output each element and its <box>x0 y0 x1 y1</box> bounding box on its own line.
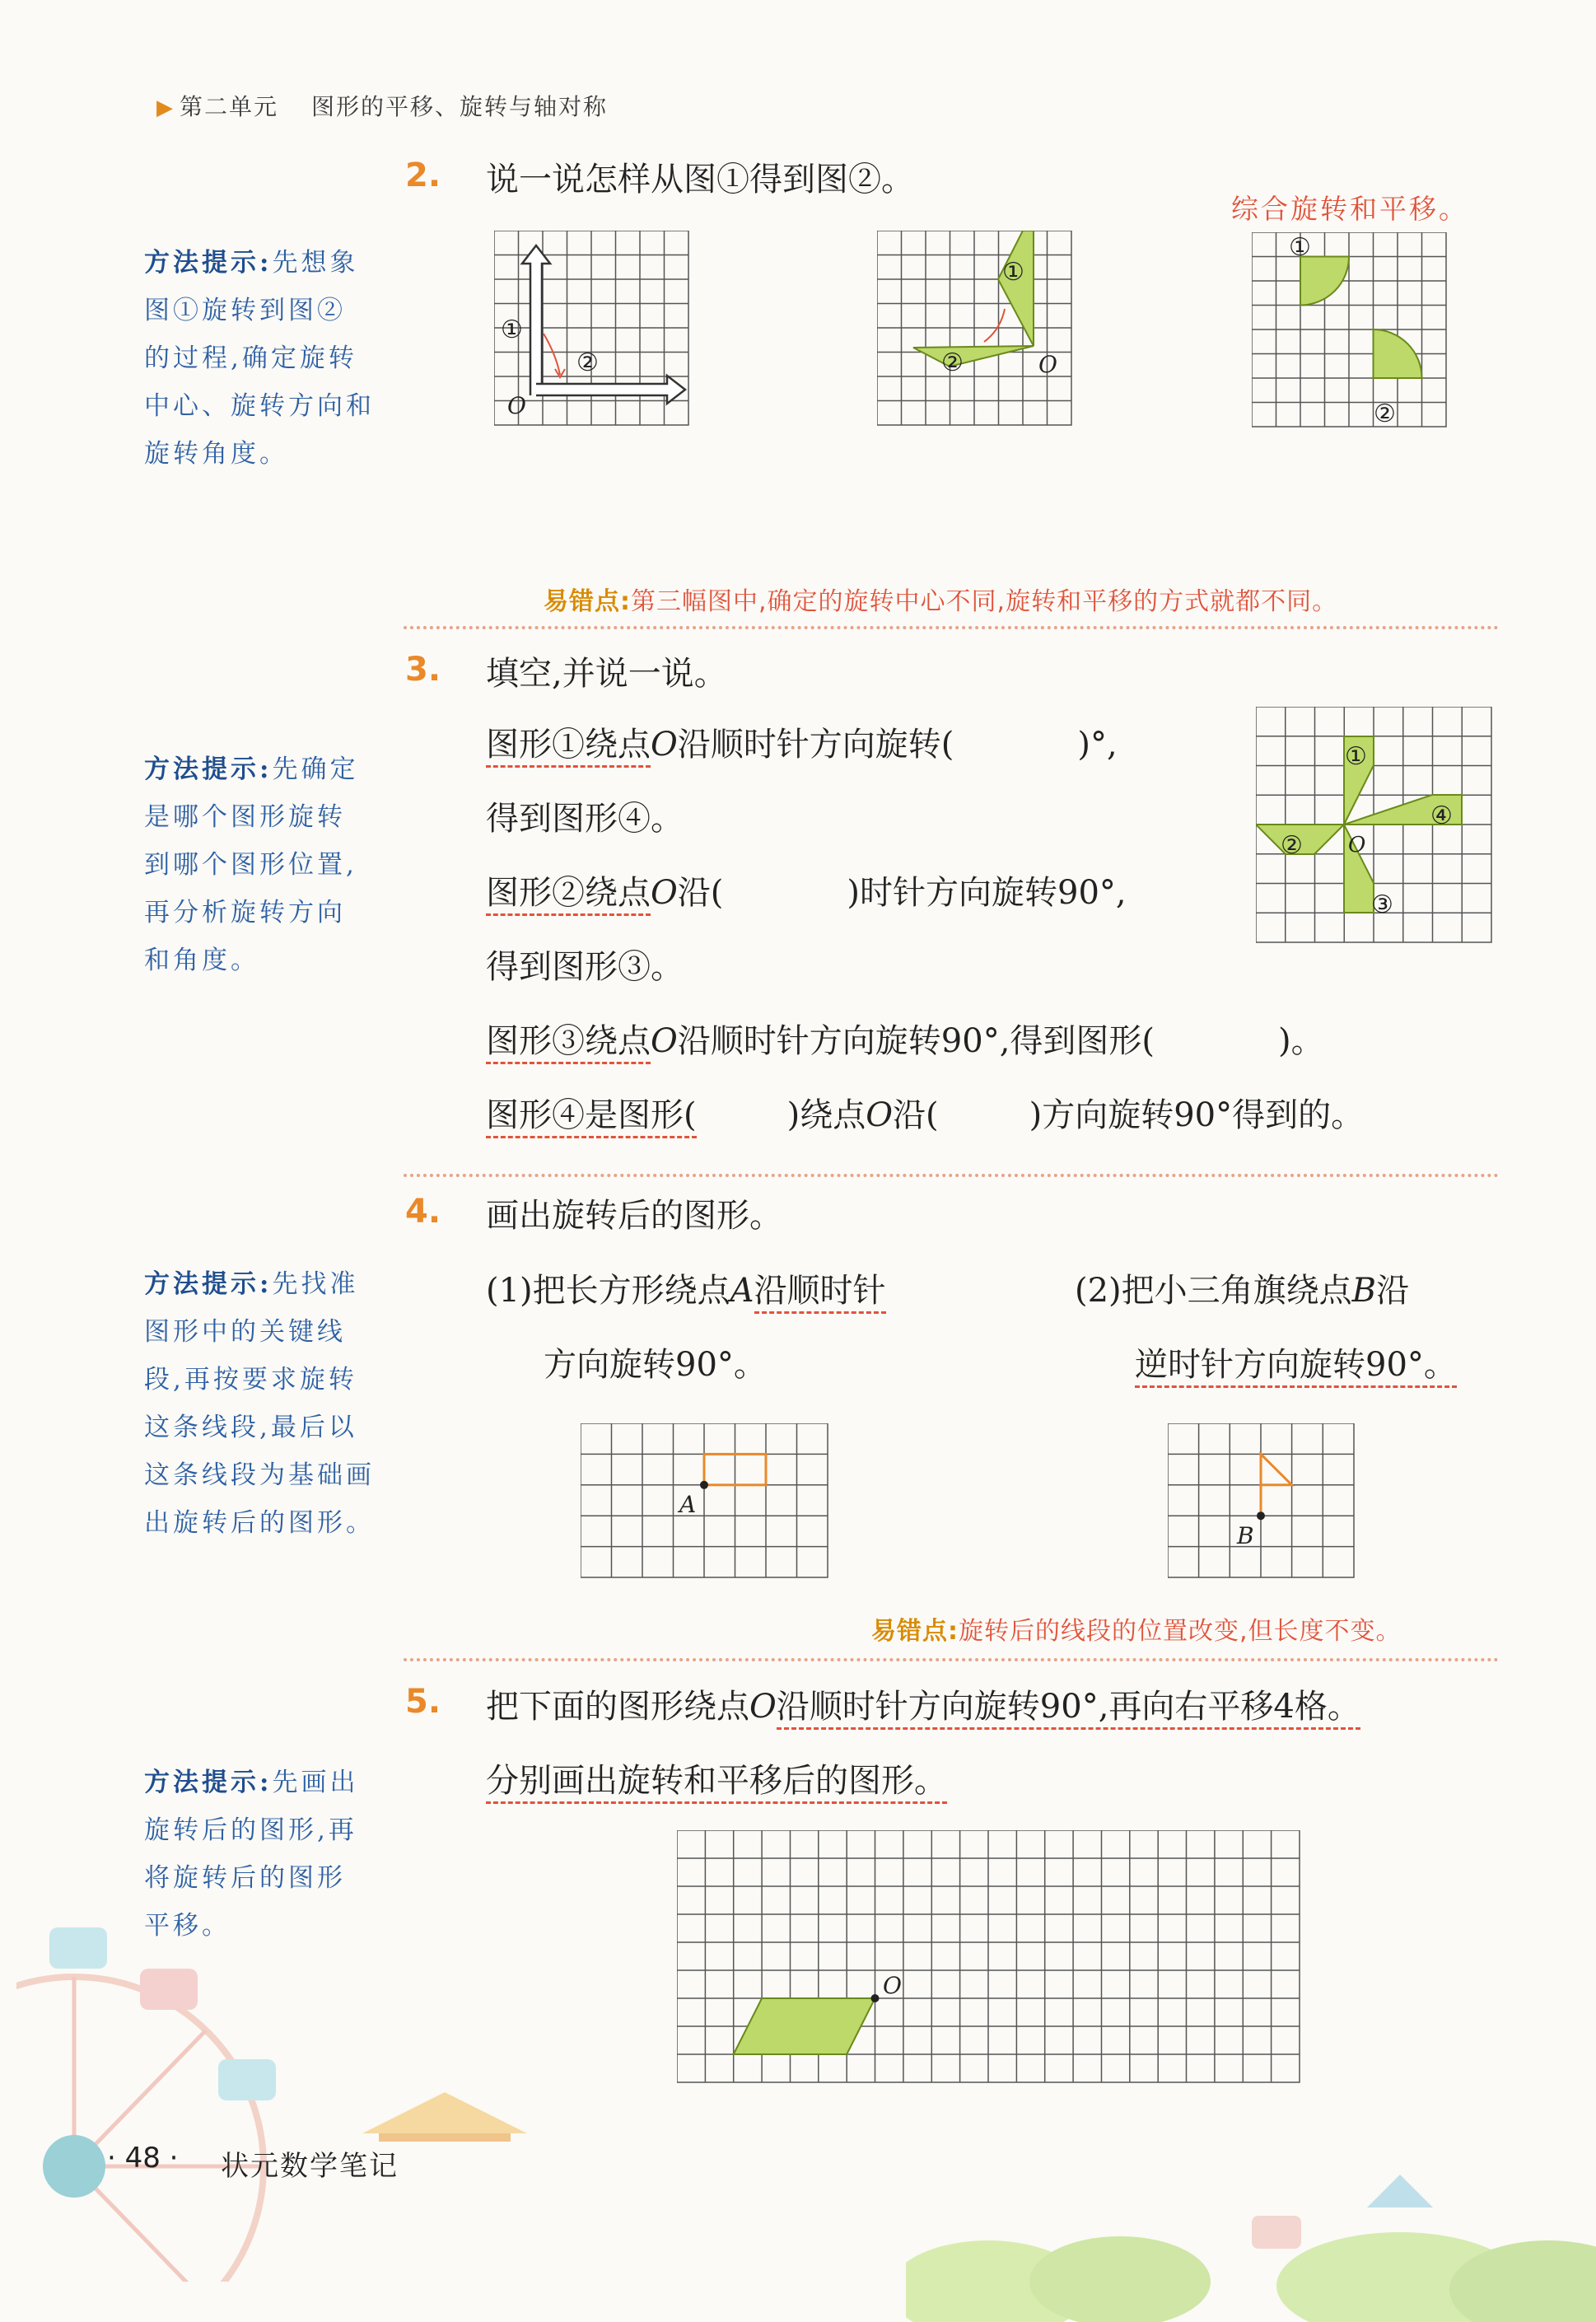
q2-figure-2 <box>877 231 1075 428</box>
point-o <box>871 1994 880 2002</box>
label-2: ② <box>1281 831 1303 860</box>
text: 图形④是图形( <box>486 1096 697 1138</box>
warn-label: 易错点: <box>544 587 631 616</box>
q3-tip <box>144 745 391 984</box>
text: 沿顺时针 <box>754 1272 886 1314</box>
q2-figure-1 <box>494 231 692 428</box>
text: 得到图形③。 <box>486 948 684 986</box>
q4-warning <box>871 1610 1402 1647</box>
q5-number: 5. <box>405 1683 441 1721</box>
flag-shape <box>1261 1454 1292 1516</box>
label-o: O <box>1348 833 1366 857</box>
tip-text: 平移。 <box>144 1911 231 1941</box>
q3-figure <box>1256 707 1495 946</box>
text: (2)把小三角旗绕点 <box>1075 1272 1352 1310</box>
label-2: ② <box>576 348 599 377</box>
text: A <box>730 1272 754 1310</box>
tip-text: 出旋转后的图形。 <box>144 1508 375 1538</box>
text: B <box>1351 1272 1377 1310</box>
tip-text: 先确定 <box>272 755 359 784</box>
header-unit: 第二单元 <box>180 93 279 120</box>
label-1: ① <box>501 315 523 344</box>
tip-text: 将旋转后的图形 <box>144 1863 346 1893</box>
q5-text-line-1 <box>486 1680 1360 1727</box>
text: 沿 <box>1376 1272 1410 1310</box>
label-1: ① <box>1289 233 1311 262</box>
text: 得到图形④。 <box>486 800 684 838</box>
divider <box>404 1658 1499 1661</box>
text: 沿顺时针方向旋转90°,再向右平移4格。 <box>777 1688 1360 1730</box>
shape-2 <box>913 346 1034 367</box>
arrow-shape-1 <box>522 245 550 395</box>
text: )。 <box>1278 1022 1324 1060</box>
text: 沿顺时针方向旋转90°,得到图形( <box>677 1022 1155 1060</box>
tip-text: 先找准 <box>272 1269 359 1299</box>
tip-text: 这条线段为基础画 <box>144 1460 375 1490</box>
q3-line-5 <box>486 1015 1324 1062</box>
tip-text: 是哪个图形旋转 <box>144 802 346 832</box>
warn-text: 旋转后的线段的位置改变,但长度不变。 <box>959 1617 1402 1646</box>
tip-text: 和角度。 <box>144 946 259 975</box>
tip-text: 旋转后的图形,再 <box>144 1815 357 1845</box>
q2-red-note: 综合旋转和平移。 <box>1231 193 1468 225</box>
tip-label: 方法提示: <box>144 755 273 784</box>
q3-line-3 <box>486 867 1127 913</box>
tip-label: 方法提示: <box>144 1269 273 1299</box>
q4-number: 4. <box>405 1193 441 1231</box>
tip-text: 旋转角度。 <box>144 439 288 469</box>
divider <box>404 1174 1499 1177</box>
q3-text: 填空,并说一说。 <box>486 655 727 693</box>
q2-figure-3 <box>1252 232 1449 430</box>
q3-line-2 <box>486 792 684 839</box>
label-b: B <box>1237 1522 1254 1549</box>
label-o: O <box>1038 351 1057 378</box>
label-2: ② <box>941 348 964 377</box>
label-1: ① <box>1002 258 1024 287</box>
tip-text: 段,再按要求旋转 <box>144 1365 357 1395</box>
text: 分别画出旋转和平移后的图形。 <box>486 1762 947 1804</box>
tip-label: 方法提示: <box>144 248 273 278</box>
text: )°, <box>1077 726 1118 764</box>
text: O <box>651 1022 678 1060</box>
page-header <box>156 89 608 122</box>
q2-warning <box>544 581 1337 617</box>
q2-number: 2. <box>405 157 441 194</box>
tip-text: 这条线段,最后以 <box>144 1413 357 1442</box>
warn-label: 易错点: <box>871 1617 959 1646</box>
text: 图形③绕点 <box>486 1022 651 1064</box>
arrow-shape-2 <box>536 376 685 404</box>
label-2: ② <box>1374 399 1396 428</box>
tip-text: 图①旋转到图② <box>144 296 346 325</box>
text: O <box>651 874 678 912</box>
text: 沿( <box>677 874 724 912</box>
text: (1)把长方形绕点 <box>486 1272 730 1310</box>
q4-text: 画出旋转后的图形。 <box>486 1197 782 1235</box>
text: 逆时针方向旋转90°。 <box>1135 1346 1457 1388</box>
warn-text: 第三幅图中,确定的旋转中心不同,旋转和平移的方式就都不同。 <box>631 587 1338 616</box>
q4-figure-1[interactable] <box>581 1423 831 1580</box>
q3-line-4 <box>486 941 684 988</box>
page-number: · 48 · <box>107 2142 179 2175</box>
tip-text: 先想象 <box>272 248 359 278</box>
text: 方向旋转90°。 <box>544 1346 767 1384</box>
label-3: ③ <box>1371 890 1393 919</box>
shape-1 <box>998 231 1034 346</box>
text: 沿顺时针方向旋转( <box>677 726 954 764</box>
text: O <box>749 1688 777 1726</box>
text: 图形①绕点 <box>486 726 651 768</box>
q5-text-line-2 <box>486 1754 947 1801</box>
tip-text: 的过程,确定旋转 <box>144 343 357 373</box>
divider <box>404 626 1499 629</box>
q2-text: 说一说怎样从图①得到图②。 <box>486 161 914 199</box>
text: )方向旋转90°得到的。 <box>1029 1096 1365 1134</box>
point-a <box>700 1481 708 1489</box>
q4-tip <box>144 1260 391 1547</box>
ferris-wheel-illustration <box>16 1853 527 2282</box>
q4-part1 <box>486 1264 886 1311</box>
text: 把下面的图形绕点 <box>486 1688 749 1726</box>
text: O <box>866 1096 894 1134</box>
q4-figure-2[interactable] <box>1168 1423 1357 1580</box>
semicircle-2 <box>1374 329 1422 378</box>
label-a: A <box>679 1491 697 1518</box>
tip-text: 图形中的关键线 <box>144 1317 346 1347</box>
q3-line-1 <box>486 718 1118 765</box>
q3-line-6 <box>486 1089 1364 1136</box>
text: )绕点 <box>786 1096 866 1134</box>
label-o: O <box>883 1972 902 1999</box>
grid <box>877 231 1071 425</box>
tip-label: 方法提示: <box>144 1768 273 1797</box>
rotation-arrow <box>984 309 1005 342</box>
point-b <box>1257 1511 1265 1520</box>
landscape-illustration <box>906 2109 1596 2322</box>
q5-figure[interactable] <box>677 1830 1303 2086</box>
q4-part2-cont <box>1135 1339 1457 1385</box>
grid <box>581 1423 828 1577</box>
book-title: 状元数学笔记 <box>221 2150 399 2183</box>
tip-text: 先画出 <box>272 1768 359 1797</box>
tip-text: 到哪个图形位置, <box>144 850 357 880</box>
rotation-arrow <box>544 334 560 375</box>
text: )时针方向旋转90°, <box>847 874 1127 912</box>
label-1: ① <box>1345 742 1367 771</box>
header-marker: ▶ <box>156 96 175 120</box>
text: 图形②绕点 <box>486 874 651 916</box>
q4-part2 <box>1075 1264 1409 1311</box>
text: O <box>651 726 678 764</box>
header-title: 图形的平移、旋转与轴对称 <box>311 93 609 120</box>
q4-part1-cont <box>544 1339 767 1385</box>
q3-number: 3. <box>405 651 441 689</box>
label-o: O <box>507 392 526 419</box>
q2-tip <box>144 239 391 478</box>
tip-text: 再分析旋转方向 <box>144 898 346 927</box>
parallelogram-shape <box>734 1998 875 2054</box>
tip-text: 中心、旋转方向和 <box>144 391 375 421</box>
text: 沿( <box>893 1096 939 1134</box>
label-4: ④ <box>1430 801 1453 830</box>
